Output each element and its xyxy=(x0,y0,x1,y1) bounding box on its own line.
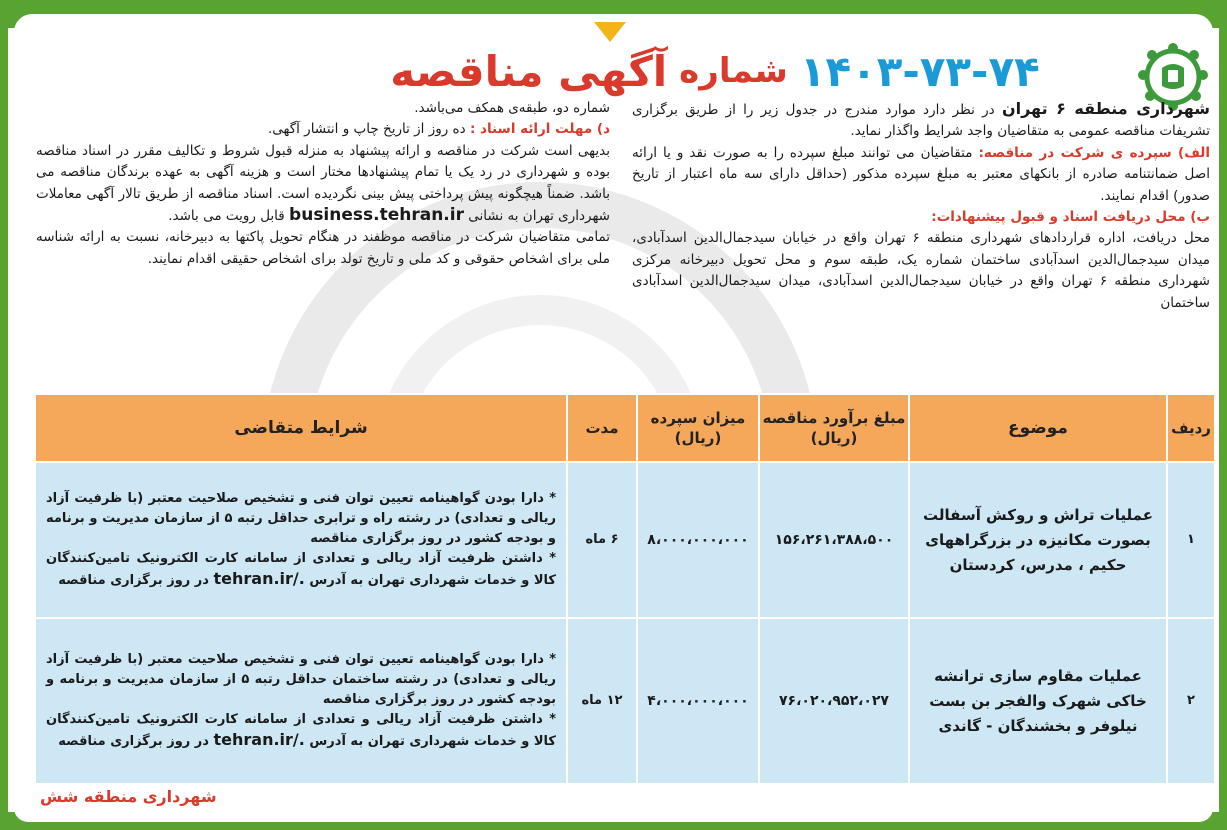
frame-bottom-inner xyxy=(14,808,1213,822)
condition-1: * دارا بودن گواهینامه تعیین توان فنی و تشخیص صلاحیت معتبر (با ظرفیت آزاد ریالی و تعدادی) در رشته ساختمان حداقل رتبه ۵ از سازمان مدیریت و برنامه و بودجه کشور در روز برگزاری مناقصه xyxy=(46,652,557,707)
header-deposit: میزان سپرده (ریال) xyxy=(637,394,759,462)
title-number-label: شماره xyxy=(679,51,788,91)
header-duration: مدت xyxy=(567,394,637,462)
cell-subject: عملیات تراش و روکش آسفالت بصورت مکانیزه در بزرگراههای حکیم ، مدرس، کردستان xyxy=(909,462,1167,618)
footer-signature: شهرداری منطقه شش xyxy=(40,787,217,806)
condition-2 xyxy=(46,710,556,752)
tehran-url-link[interactable]: tehran.ir/. xyxy=(213,730,305,749)
cell-conditions xyxy=(35,462,567,618)
left-para1-end: قابل رویت می باشد. xyxy=(168,208,285,225)
cell-row-no: ۲ xyxy=(1167,618,1215,784)
intro-text: در نظر دارد موارد مندرج در جدول زیر را از طریق برگزاری تشریفات مناقصه عمومی به متقاضیان واجد شرایط واگذار نماید. xyxy=(632,102,1210,140)
condition-2-end: در روز برگزاری مناقصه xyxy=(58,734,209,749)
notice-title xyxy=(320,40,1110,102)
text-column-right xyxy=(632,98,1210,314)
condition-2-end: در روز برگزاری مناقصه xyxy=(58,573,209,588)
left-para1-text: بدیهی است شرکت در مناقصه و ارائه پیشنهاد به منزله قبول شروط و تکالیف مقرر در اسناد مناقصه بوده و شهرداری در رد یک یا تمام پیشنهادها مختار است و هزینه آگهی به عهده برندگان مناقصه می باشد. ضمناً هیچگونه پیش پرداختی پیش بینی نگردیده است. اسناد مناقصه از طریق تالار آگهی معاملات شهرداری تهران به نشانی xyxy=(36,142,610,225)
text-column-left xyxy=(36,98,610,270)
section-d-text: ده روز از تاریخ چاپ و انتشار آگهی. xyxy=(267,121,466,138)
cell-deposit: ۴،۰۰۰،۰۰۰،۰۰۰ xyxy=(637,618,759,784)
cell-estimate: ۷۶،۰۲۰،۹۵۲،۰۲۷ xyxy=(759,618,909,784)
cell-estimate: ۱۵۶،۲۶۱،۳۸۸،۵۰۰ xyxy=(759,462,909,618)
cell-subject: عملیات مقاوم سازی ترانشه خاکی شهرک والفجر بن بست نیلوفر و بخشندگان - گاندی xyxy=(909,618,1167,784)
section-b-heading: ب) محل دریافت اسناد و قبول پیشنهادات: xyxy=(931,209,1210,226)
top-marker-triangle xyxy=(594,22,626,42)
header-subject: موضوع xyxy=(909,394,1167,462)
org-name: شهرداری منطقه ۶ تهران xyxy=(1001,99,1211,118)
condition-1: * دارا بودن گواهینامه تعیین توان فنی و تشخیص صلاحیت معتبر (با ظرفیت آزاد ریالی و تعدادی) در رشته راه و ترابری حداقل رتبه ۵ از سازمان مدیریت و برنامه و بودجه کشور در روز برگزاری مناقصه xyxy=(46,491,556,546)
section-d-heading: د) مهلت ارائه اسناد : xyxy=(469,121,610,138)
left-para1 xyxy=(36,141,610,228)
tehran-url-link[interactable]: tehran.ir/. xyxy=(213,569,305,588)
cell-duration: ۶ ماه xyxy=(567,462,637,618)
section-a-heading: الف) سپرده ی شرکت در مناقصه: xyxy=(978,144,1210,161)
header-conditions: شرایط متقاضی xyxy=(35,394,567,462)
condition-2-text: * داشتن ظرفیت آزاد ریالی و تعدادی از سامانه کارت الکترونیک تامین‌کنندگان کالا و خدمات شهرداری تهران به آدرس xyxy=(46,551,556,588)
left-para2: تمامی متقاضیان شرکت در مناقصه موظفند در هنگام تحویل پاکتها به دبیرخانه، نسبت به ارائه شناسه ملی برای اشخاص حقوقی و کد ملی و تاریخ تولد برای اشخاص حقیقی اقدام نمایند. xyxy=(36,229,610,267)
frame-left xyxy=(0,0,8,830)
business-url-link[interactable]: business.tehran.ir xyxy=(289,205,464,226)
header-estimate: مبلغ برآورد مناقصه (ریال) xyxy=(759,394,909,462)
tender-number: ۱۴۰۳-۷۳-۷۴ xyxy=(799,46,1040,96)
title-main: آگهی مناقصه xyxy=(390,46,668,96)
table-header-row xyxy=(35,394,1215,462)
condition-2 xyxy=(46,549,556,591)
table-row xyxy=(35,618,1215,784)
header-row-no: ردیف xyxy=(1167,394,1215,462)
frame-right xyxy=(1219,0,1227,830)
condition-2-text: * داشتن ظرفیت آزاد ریالی و تعدادی از سامانه کارت الکترونیک تامین‌کنندگان کالا و خدمات شهرداری تهران به آدرس xyxy=(46,712,556,749)
cell-row-no: ۱ xyxy=(1167,462,1215,618)
section-a-text: متقاضیان می توانند مبلغ سپرده را به صورت نقد و یا ارائه اصل ضمانتنامه صادره از بانکهای معتبر به مبلغ سپرده مذکور (حداقل دارای سه ماه اعتبار از تاریخ صدور) اقدام نمایند. xyxy=(632,144,1210,204)
left-line1: شماره دو، طبقه‌ی همکف می‌باشد. xyxy=(414,100,610,116)
cell-duration: ۱۲ ماه xyxy=(567,618,637,784)
intro-paragraph xyxy=(632,98,1210,143)
section-b-text: محل دریافت، اداره قراردادهای شهرداری منطقه ۶ تهران واقع در خیابان سیدجمال‌الدین اسدآبادی، میدان سیدجمال‌الدین اسدآبادی ساختمان شماره یک، طبقه سوم و محل تحویل دبیرخانه مرکزی شهرداری منطقه ۶ تهران واقع در خیابان سیدجمال‌الدین اسدآبادی، میدان سیدجمال‌الدین اسدآبادی ساختمان xyxy=(632,230,1210,311)
section-a xyxy=(632,143,1210,207)
section-d xyxy=(36,119,610,140)
cell-deposit: ۸،۰۰۰،۰۰۰،۰۰۰ xyxy=(637,462,759,618)
cell-conditions xyxy=(35,618,567,784)
table-row xyxy=(35,462,1215,618)
tender-table xyxy=(34,393,1216,785)
